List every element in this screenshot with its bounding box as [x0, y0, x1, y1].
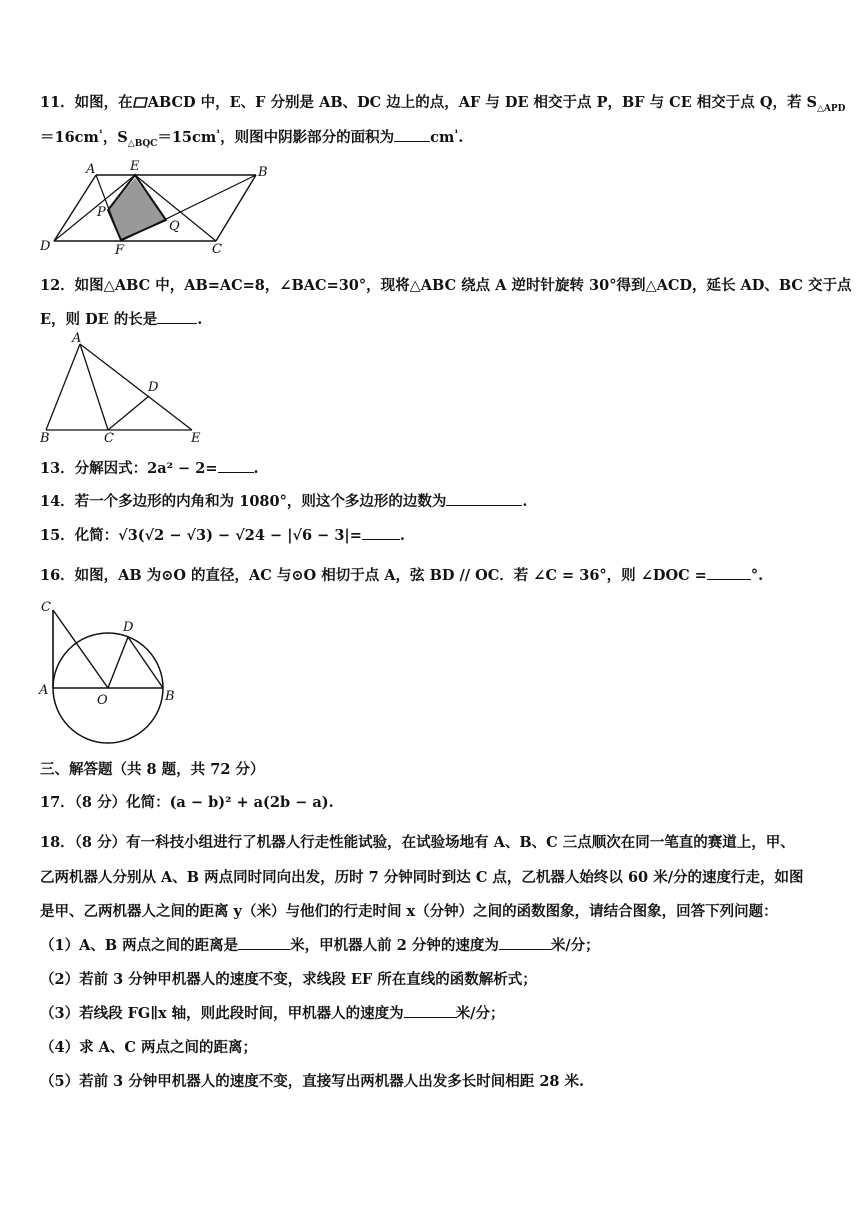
q16-text: 16．如图，AB 为⊙O 的直径，AC 与⊙O 相切于点 A，弦 BD // OC．若 ∠C = 36°，则 ∠DOC = [40, 567, 707, 584]
q16-line [40, 564, 763, 585]
q18-p3-blank[interactable] [404, 1016, 456, 1018]
section3-heading [40, 758, 264, 779]
q16-end: °. [750, 567, 764, 584]
q18-p3-a: （3）若线段 FG∥x 轴，则此段时间，甲机器人的速度为 [40, 1005, 404, 1022]
q15-end: . [399, 527, 405, 544]
q12-end: . [197, 311, 203, 328]
q16-label-o: O [97, 693, 108, 708]
q11-text-c: ＝16cm [40, 129, 99, 146]
q18-p4: （4）求 A、C 两点之间的距离； [40, 1039, 257, 1056]
q18-part3 [40, 1002, 504, 1023]
q18-part5 [40, 1070, 584, 1091]
q11-label-p: P [97, 205, 106, 220]
q18-text-3: 是甲、乙两机器人之间的距离 y（米）与他们的行走时间 x（分钟）之间的函数图象，请结合图象，回答下列问题： [40, 903, 778, 920]
q14-end: . [522, 493, 528, 510]
q11-label-q: Q [169, 219, 180, 234]
q18-p1-b: 米，甲机器人前 2 分钟的速度为 [290, 937, 499, 954]
q11-label-b: B [258, 165, 268, 180]
q18-p1-blank-1[interactable] [238, 948, 290, 950]
q16-label-b: B [165, 689, 175, 704]
q11-line1 [40, 91, 845, 114]
q13-end: . [253, 460, 259, 477]
q18-p3-b: 米/分； [455, 1005, 505, 1022]
q12-label-d: D [148, 380, 159, 395]
q16-label-a: A [39, 683, 49, 698]
q11-unit: cm [430, 129, 455, 146]
q18-part2 [40, 968, 537, 989]
q12-line2 [40, 308, 202, 329]
q11-sup-1: ¹ [98, 129, 103, 140]
q11-sup-2: ¹ [216, 129, 221, 140]
q12-text-b: E，则 DE 的长是 [40, 311, 158, 328]
q11-sup-3: ¹ [454, 129, 459, 140]
q12-label-b: B [40, 431, 50, 446]
q17-line [40, 791, 334, 812]
q18-part4 [40, 1036, 257, 1057]
q18-text-2: 乙两机器人分别从 A、B 两点同时同向出发，历时 7 分钟同时到达 C 点，乙机器人始终以 60 米/分的速度行走，如图 [40, 869, 804, 886]
q16-label-c: C [41, 600, 51, 615]
q18-line1 [40, 831, 795, 852]
q13-text: 13．分解因式：2a² − 2= [40, 460, 218, 477]
q14-text: 14．若一个多边形的内角和为 1080°，则这个多边形的边数为 [40, 493, 447, 510]
q18-p1-a: （1）A、B 两点之间的距离是 [40, 937, 239, 954]
q11-text-b: ABCD 中，E、F 分别是 AB、DC 边上的点，AF 与 DE 相交于点 P，BF 与 CE 相交于点 Q，若 S [147, 94, 817, 111]
section3-text: 三、解答题（共 8 题，共 72 分） [40, 761, 265, 778]
q16-answer-blank[interactable] [707, 578, 751, 580]
q11-text-f: ，则图中阴影部分的面积为 [220, 129, 395, 146]
q11-figure [36, 158, 276, 258]
q18-text-1: 18．（8 分）有一科技小组进行了机器人行走性能试验，在试验场地有 A、B、C 三点顺次在同一笔直的赛道上，甲、 [40, 834, 795, 851]
q15-answer-blank[interactable] [362, 538, 400, 540]
q11-text-d: ，S [102, 129, 128, 146]
q11-label-e: E [130, 159, 140, 174]
q16-figure [34, 596, 194, 746]
q11-text-e: ＝15cm [157, 129, 217, 146]
q18-p5: （5）若前 3 分钟甲机器人的速度不变，直接写出两机器人出发多长时间相距 28 米. [40, 1073, 585, 1090]
q18-part1 [40, 934, 600, 955]
q11-label-f: F [115, 243, 125, 258]
q13-answer-blank[interactable] [218, 471, 254, 473]
q18-p2: （2）若前 3 分钟甲机器人的速度不变，求线段 EF 所在直线的函数解析式； [40, 971, 537, 988]
q11-answer-blank[interactable] [394, 140, 430, 142]
q18-p1-c: 米/分； [550, 937, 600, 954]
q16-label-d: D [123, 620, 134, 635]
q14-answer-blank[interactable] [446, 504, 522, 506]
q12-label-a: A [72, 332, 82, 346]
q11-sub-bqc: △BQC [127, 138, 158, 149]
q11-text-a: 11．如图，在 [40, 94, 133, 111]
q11-label-d: D [40, 239, 51, 254]
q12-text-a: 12．如图△ABC 中，AB=AC=8，∠BAC=30°，现将△ABC 绕点 A 逆时针旋转 30°得到△ACD，延长 AD、BC 交于点 [40, 277, 852, 294]
q12-answer-blank[interactable] [157, 322, 197, 324]
q12-label-e: E [191, 431, 201, 446]
q15-text: 15．化简：√3(√2 − √3) − √24 − |√6 − 3|= [40, 527, 362, 544]
q18-line3 [40, 900, 778, 921]
q13-line [40, 457, 259, 478]
parallelogram-icon [133, 95, 148, 106]
q12-label-c: C [104, 431, 114, 446]
q11-line2 [40, 126, 463, 149]
q14-line [40, 490, 527, 511]
q11-label-a: A [86, 162, 96, 177]
q15-line [40, 524, 405, 545]
q12-line1 [40, 274, 852, 295]
q12-figure [34, 332, 214, 447]
q18-line2 [40, 866, 804, 887]
q17-text: 17．（8 分）化简：(a − b)² + a(2b − a). [40, 794, 334, 811]
q11-sub-apd: △APD [817, 103, 846, 114]
q18-p1-blank-2[interactable] [499, 948, 551, 950]
q11-end: . [458, 129, 464, 146]
q11-label-c: C [212, 242, 222, 257]
